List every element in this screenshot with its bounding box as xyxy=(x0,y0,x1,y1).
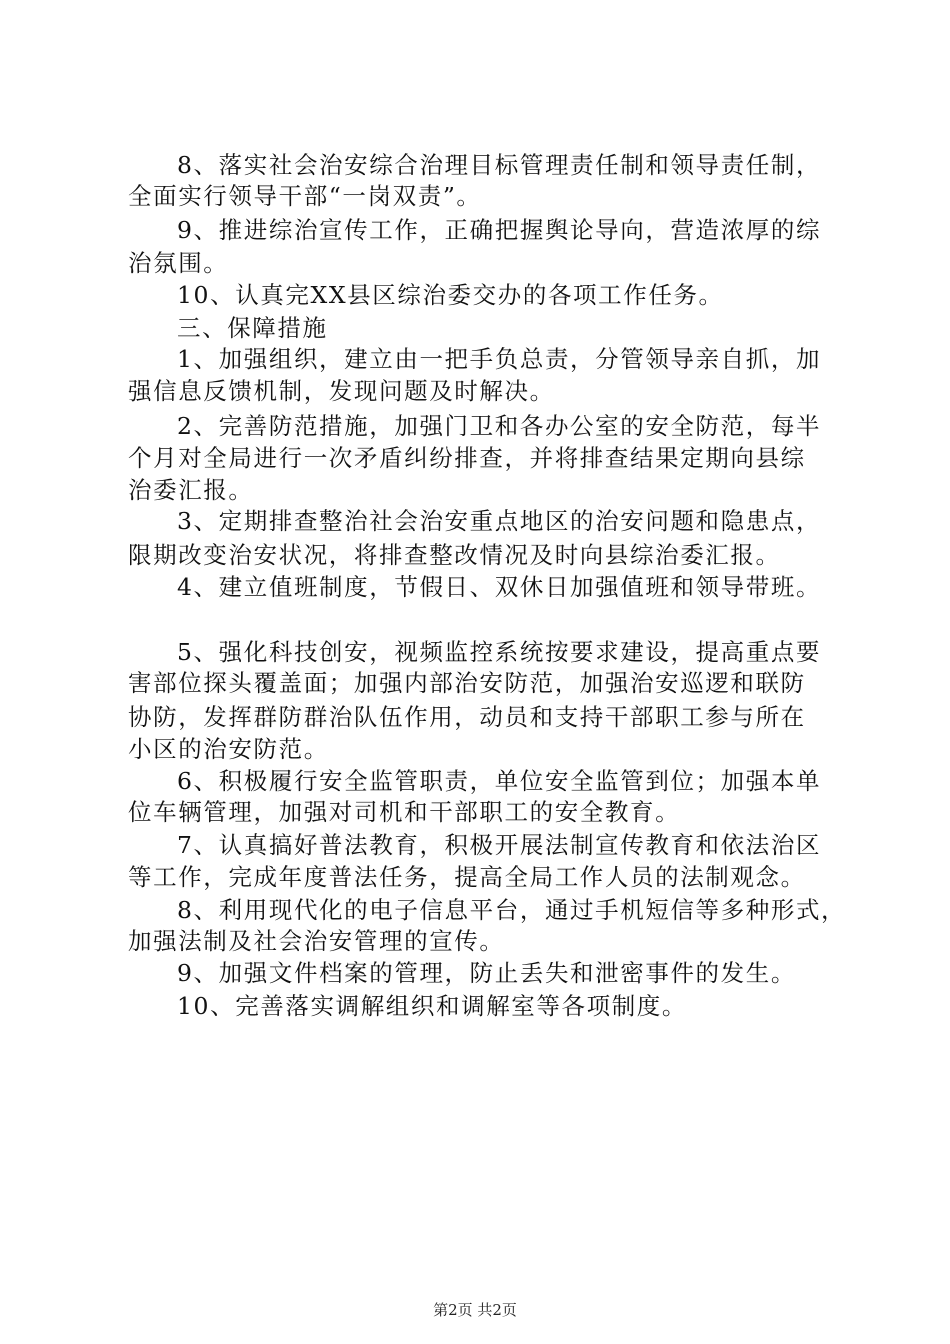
text-line: 4、建立值班制度，节假日、双休日加强值班和领导带班。 xyxy=(177,573,822,601)
text-line: 小区的治安防范。 xyxy=(128,735,329,763)
text-line: 8、利用现代化的电子信息平台，通过手机短信等多种形式， xyxy=(177,896,847,924)
text-line: 7、认真搞好普法教育，积极开展法制宣传教育和依法治区 xyxy=(177,831,822,859)
text-line: 全面实行领导干部“一岗双责”。 xyxy=(128,182,482,210)
text-line: 10、认真完XX县区综治委交办的各项工作任务。 xyxy=(177,281,724,309)
text-line: 8、落实社会治安综合治理目标管理责任制和领导责任制， xyxy=(177,151,822,179)
page-number-footer: 第2页 共2页 xyxy=(433,1301,517,1319)
text-line: 等工作，完成年度普法任务，提高全局工作人员的法制观念。 xyxy=(128,863,806,891)
text-line: 治委汇报。 xyxy=(128,476,254,504)
text-line: 限期改变治安状况，将排查整改情况及时向县综治委汇报。 xyxy=(128,541,781,569)
text-line: 位车辆管理，加强对司机和干部职工的安全教育。 xyxy=(128,798,681,826)
text-line: 强信息反馈机制，发现问题及时解决。 xyxy=(128,377,555,405)
text-line: 6、积极履行安全监管职责，单位安全监管到位；加强本单 xyxy=(177,767,822,795)
text-line: 2、完善防范措施，加强门卫和各办公室的安全防范，每半 xyxy=(177,412,822,440)
text-line: 5、强化科技创安，视频监控系统按要求建设，提高重点要 xyxy=(177,638,822,666)
text-line: 协防，发挥群防群治队伍作用，动员和支持干部职工参与所在 xyxy=(128,703,806,731)
text-line: 害部位探头覆盖面；加强内部治安防范，加强治安巡逻和联防 xyxy=(128,669,806,697)
text-line: 3、定期排查整治社会治安重点地区的治安问题和隐患点， xyxy=(177,507,822,535)
section-heading: 三、保障措施 xyxy=(177,314,328,342)
text-line: 9、推进综治宣传工作，正确把握舆论导向，营造浓厚的综 xyxy=(177,216,822,244)
text-line: 个月对全局进行一次矛盾纠纷排查，并将排查结果定期向县综 xyxy=(128,444,806,472)
text-line: 9、加强文件档案的管理，防止丢失和泄密事件的发生。 xyxy=(177,959,796,987)
text-line: 治氛围。 xyxy=(128,249,229,277)
text-line: 10、完善落实调解组织和调解室等各项制度。 xyxy=(177,992,688,1020)
text-line: 1、加强组织，建立由一把手负总责，分管领导亲自抓，加 xyxy=(177,345,822,373)
text-line: 加强法制及社会治安管理的宣传。 xyxy=(128,927,505,955)
